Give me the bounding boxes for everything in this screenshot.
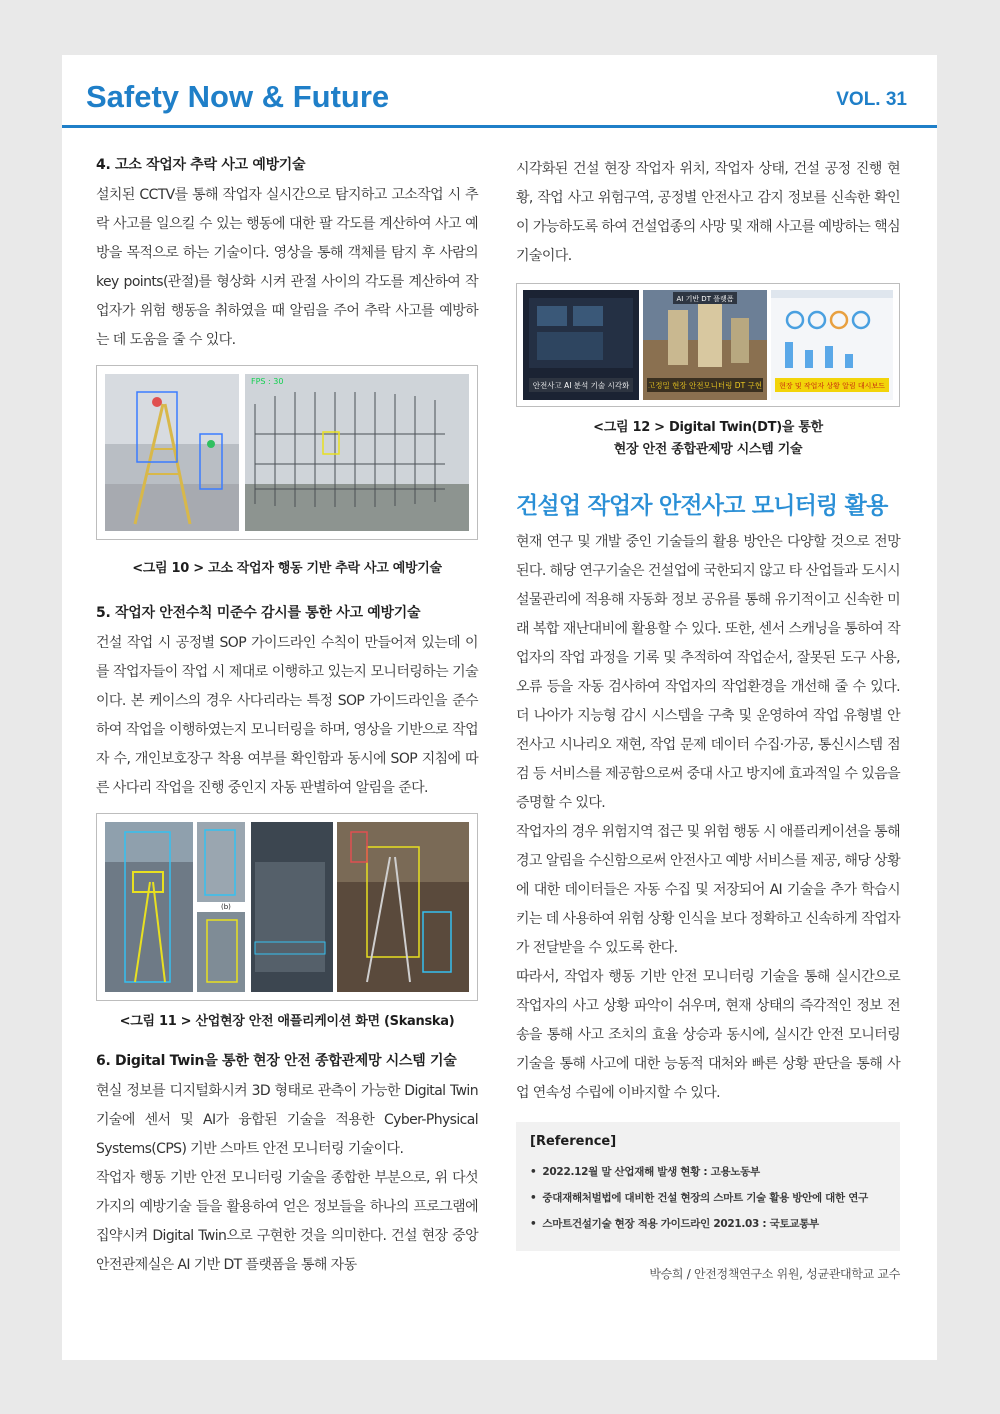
section-6-continuation: 시각화된 건설 현장 작업자 위치, 작업자 상태, 건설 공정 진행 현황, 작업 사고 위험구역, 공정별 안전사고 감지 정보를 신속한 확인이 가능하도록 하여 건설업종의 사망 및 재해 사고를 예방하는 핵심 기술이다. bbox=[516, 161, 900, 264]
monitoring-paragraph-2: 작업자의 경우 위험지역 접근 및 위험 행동 시 애플리케이션을 통해 경고 알림을 수신함으로써 안전사고 예방 서비스를 제공, 해당 상황에 대한 데이터들은 자동 수집 및 저장되어 AI 기술을 추가 학습시키는 데 사용하여 위험 상황 인식을 보다 정확하고 신속하게 작업자가 전달받을 수 있도록 한다. bbox=[516, 824, 900, 956]
reference-item: • 중대재해처벌법에 대비한 건설 현장의 스마트 기술 활용 방안에 대한 연구 bbox=[530, 1185, 886, 1211]
monitoring-paragraph-3: 따라서, 작업자 행동 기반 안전 모니터링 기술을 통해 실시간으로 작업자의 사고 상황 파악이 쉬우며, 현재 상태의 즉각적인 정보 전송을 통해 사고 조치의 효율 상승과 동시에, 실시간 안전 모니터링 기술을 통해 사고에 대한 능동적 대처와 빠른 상황 판단을 통해 사업 연속성 수립에 이바지할 수 있다. bbox=[516, 969, 900, 1101]
section-6-title: 6. Digital Twin을 통한 현장 안전 종합관제망 시스템 기술 bbox=[96, 1053, 457, 1069]
figure-10-caption: <그림 10 > 고소 작업자 행동 기반 추락 사고 예방기술 bbox=[132, 561, 442, 576]
section-4-title: 4. 고소 작업자 추락 사고 예방기술 bbox=[96, 157, 306, 173]
figure-11 bbox=[96, 813, 478, 1001]
reference-box bbox=[516, 1122, 900, 1251]
right-column bbox=[516, 155, 900, 1282]
figure-12 bbox=[516, 283, 900, 407]
figure-11-caption: <그림 11 > 산업현장 안전 애플리케이션 화면 (Skanska) bbox=[119, 1014, 455, 1029]
monitoring-section-title: 건설업 작업자 안전사고 모니터링 활용 bbox=[516, 493, 888, 519]
section-5-body: 건설 작업 시 공정별 SOP 가이드라인 수칙이 만들어져 있는데 이를 작업자들이 작업 시 제대로 이행하고 있는지 모니터링하는 기술이다. 본 케이스의 경우 사다리라는 특정 SOP 가이드라인을 준수하여 작업을 이행하였는지 모니터링을 하며, 영상을 기반으로 작업자 수, 개인보호장구 착용 여부를 확인함과 동시에 SOP 지침에 따른 사다리 작업을 진행 중인지 자동 판별하여 알림을 준다. bbox=[96, 635, 478, 796]
figure-10 bbox=[96, 365, 478, 540]
figure-10-fps-label: FPS : 30 bbox=[251, 377, 284, 386]
figure-12-caption-line-2: 현장 안전 종합관제망 시스템 기술 bbox=[613, 442, 803, 457]
figure-12-panel-2-label: 고정밀 현장 안전모니터링 DT 구현 bbox=[647, 381, 763, 390]
section-6-body-1: 현실 정보를 디지털화시켜 3D 형태로 관측이 가능한 Digital Twin 기술에 센서 및 AI가 융합된 기술을 적용한 Cyber-Physical Systems(CPS) 기반 스마트 안전 모니터링 기술이다. bbox=[96, 1083, 478, 1157]
newsletter-title: Safety Now & Future bbox=[86, 79, 390, 114]
reference-title: [Reference] bbox=[530, 1134, 617, 1149]
author-credit: 박승희 / 안전정책연구소 위원, 성균관대학교 교수 bbox=[649, 1267, 900, 1281]
left-column bbox=[96, 155, 478, 1280]
section-5-title: 5. 작업자 안전수칙 미준수 감시를 통한 사고 예방기술 bbox=[96, 605, 421, 621]
figure-12-image bbox=[523, 290, 893, 400]
figure-12-panel-3-label: 현장 및 작업자 상황 알림 대시보드 bbox=[779, 382, 885, 390]
figure-12-panel-1-label: 안전사고 AI 분석 기술 시각화 bbox=[532, 381, 630, 390]
section-4-body: 설치된 CCTV를 통해 작업자 실시간으로 탐지하고 고소작업 시 추락 사고를 일으킬 수 있는 행동에 대한 팔 각도를 계산하여 사고 예방을 목적으로 하는 기술이다. 영상을 통해 객체를 탐지 후 사람의 key points(관절)를 형상화 시켜 관절 사이의 각도를 계산하여 작업자가 위험 행동을 취하였을 때 알림을 주어 추락 사고를 예방하는 데 도움을 줄 수 있다. bbox=[96, 187, 478, 348]
newsletter-page bbox=[62, 55, 937, 1360]
figure-11-image bbox=[105, 822, 469, 992]
monitoring-paragraph-1: 현재 연구 및 개발 중인 기술들의 활용 방안은 다양할 것으로 전망된다. 해당 연구기술은 건설업에 국한되지 않고 타 산업들과 도시시설물관리에 적용해 자동화 정보 공유를 통해 유기적이고 신속한 미래 복합 재난대비에 활용할 수 있다. 또한, 센서 스캐닝을 통하여 작업자의 작업 과정을 기록 및 추적하여 작업순서, 잘못된 도구 사용, 오류 등을 자동 검사하여 작업자의 작업환경을 개선해 줄 수 있다. 더 나아가 지능형 감시 시스템을 구축 및 운영하여 작업 유형별 안전사고 시나리오 재현, 작업 문제 데이터 수집·가공, 통신시스템 점검 등 서비스를 제공함으로써 중대 사고 방지에 효과적일 수 있음을 증명할 수 있다. bbox=[516, 534, 900, 811]
figure-11-panel-b-label: (b) bbox=[221, 903, 231, 911]
figure-12-panel-2-top-label: AI 기반 DT 플랫폼 bbox=[676, 295, 734, 303]
volume-number: VOL. 31 bbox=[836, 89, 907, 110]
reference-item: • 스마트건설기술 현장 적용 가이드라인 2021.03 : 국토교통부 bbox=[530, 1211, 886, 1237]
figure-12-caption-line-1: <그림 12 > Digital Twin(DT)을 통한 bbox=[593, 420, 823, 435]
figure-10-image bbox=[105, 374, 469, 531]
header-divider bbox=[62, 125, 937, 128]
reference-item: • 2022.12월 말 산업재해 발생 현황 : 고용노동부 bbox=[530, 1159, 886, 1185]
section-6-body-2: 작업자 행동 기반 안전 모니터링 기술을 종합한 부분으로, 위 다섯 가지의 예방기술 들을 활용하여 얻은 정보들을 하나의 프로그램에 집약시켜 Digital Twin으로 구현한 것을 의미한다. 건설 현장 중앙 안전관제실은 AI 기반 DT 플랫폼을 통해 자동 bbox=[96, 1170, 478, 1273]
